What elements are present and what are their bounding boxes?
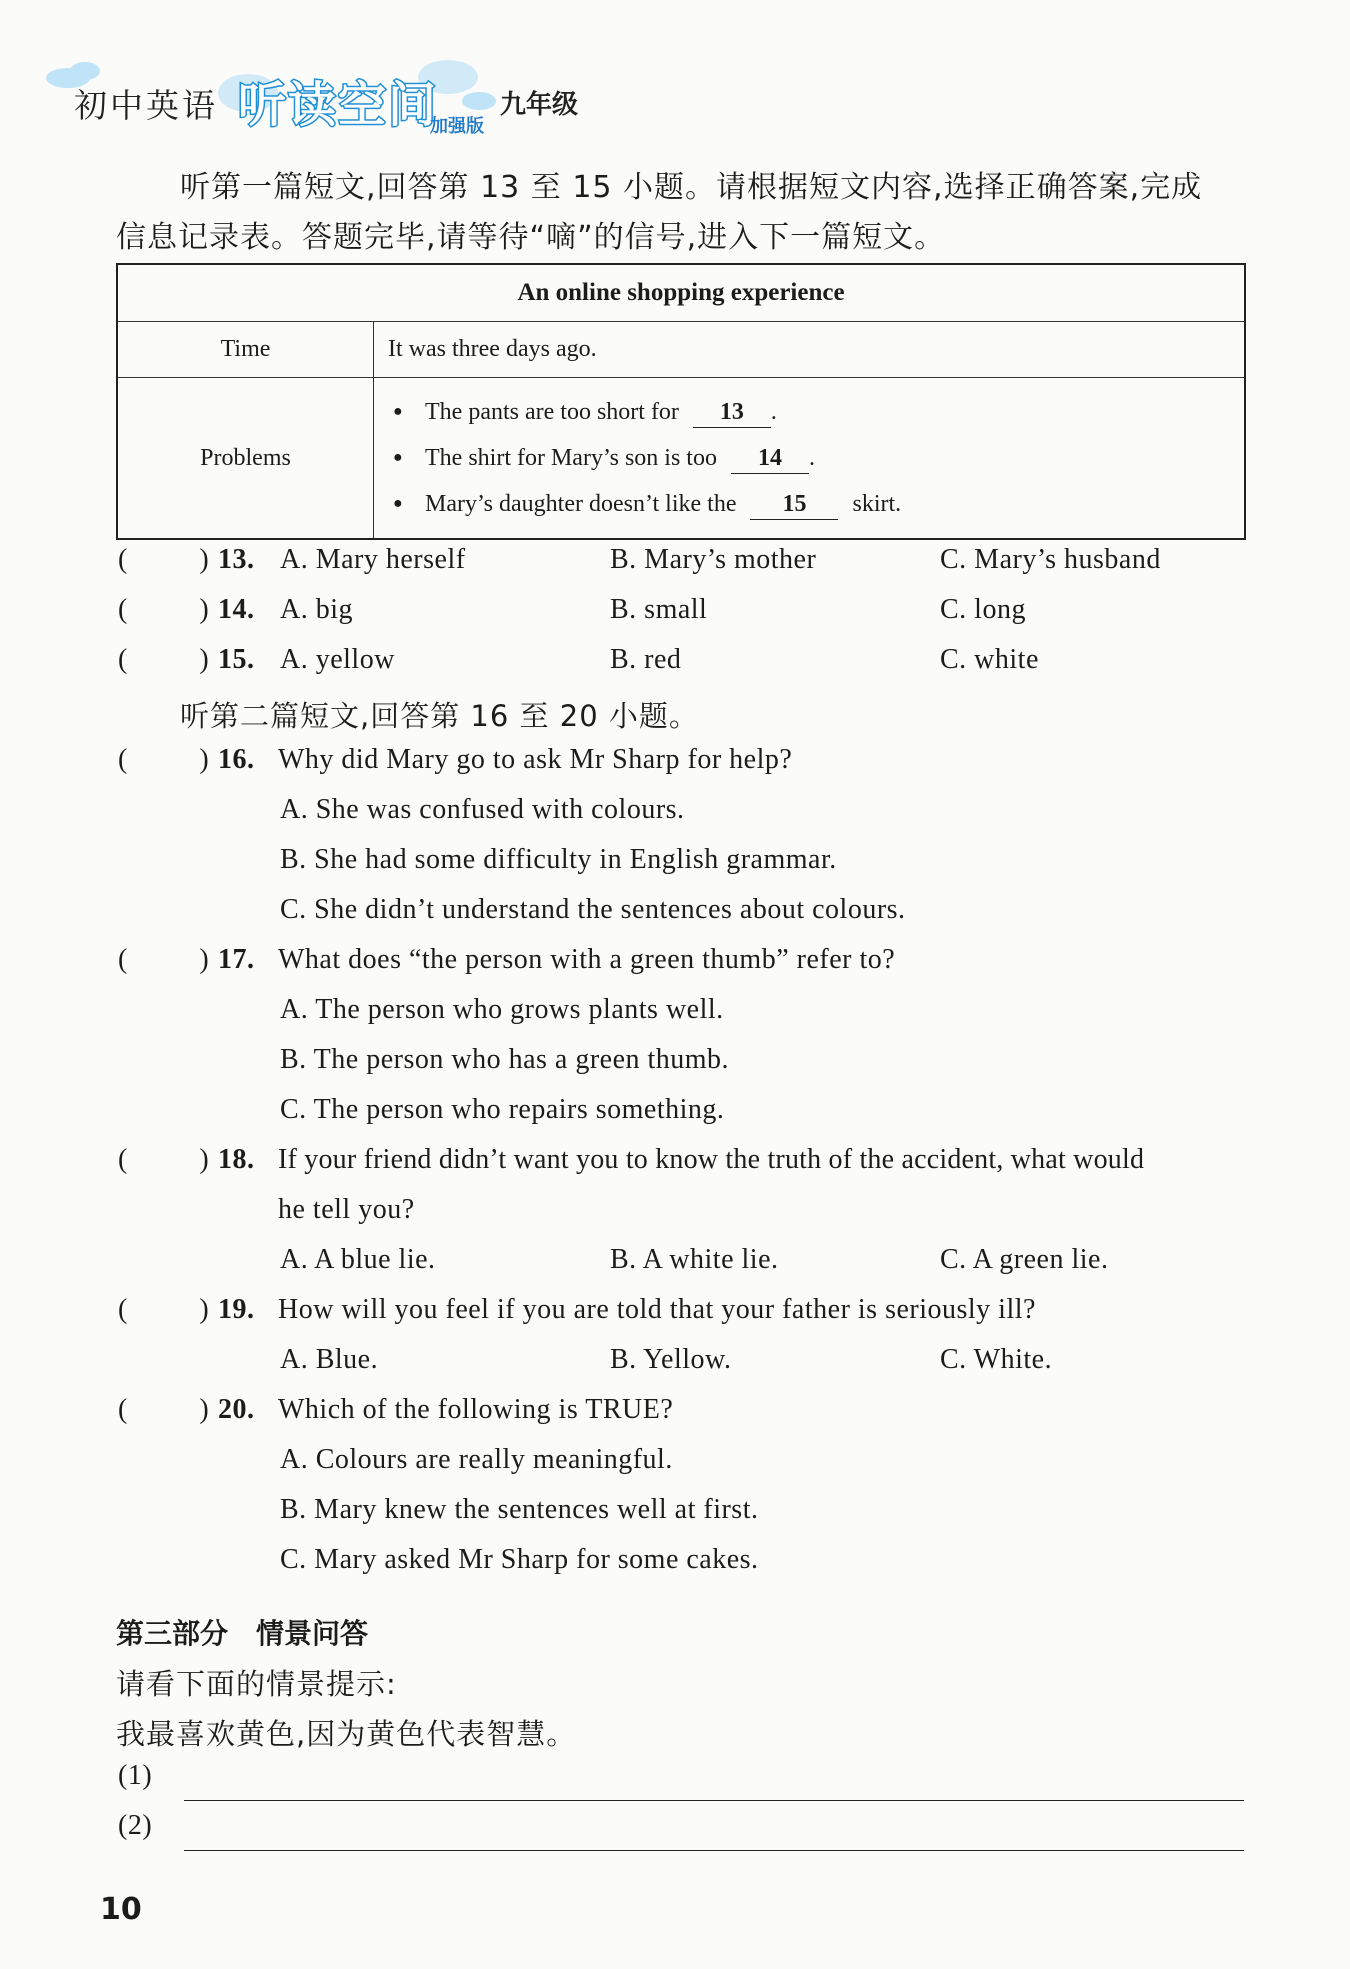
intro-part-2: 听第二篇短文,回答第 16 至 20 小题。 [180,699,699,733]
option-b[interactable]: B. Mary knew the sentences well at first. [280,1494,759,1525]
section-title-part-3: 第三部分 情景问答 [116,1617,369,1650]
info-record-table [116,263,1246,540]
page-number: 10 [100,1892,142,1927]
option-a[interactable]: A. big [280,594,353,625]
answer-blank[interactable]: 14 [731,443,809,474]
option-b[interactable]: B. A white lie. [610,1244,779,1275]
grade-label: 九年级 [500,90,579,120]
question-text: What does “the person with a green thumb” refer to? [278,944,896,975]
option-a[interactable]: A. Blue. [280,1344,379,1375]
page-header [52,58,652,148]
answer-blank[interactable]: 15 [750,489,838,520]
question-text: How will you feel if you are told that your father is seriously ill? [278,1294,1036,1325]
answer-line-2[interactable] [184,1850,1244,1851]
option-c[interactable]: C. White. [940,1344,1053,1375]
question-number: 18. [218,1144,255,1175]
option-a[interactable]: A. Colours are really meaningful. [280,1444,673,1475]
subject-label: 初中英语 [74,86,218,125]
answer-item-label: (1) [118,1760,153,1791]
option-a[interactable]: A. She was confused with colours. [280,794,685,825]
answer-parenthesis[interactable]: ( ) [118,744,209,775]
question-text: Which of the following is TRUE? [278,1394,674,1425]
option-c[interactable]: C. Mary’s husband [940,544,1161,575]
option-b[interactable]: B. red [610,644,682,675]
answer-item-label: (2) [118,1810,153,1841]
intro-line-1: 听第一篇短文,回答第 13 至 15 小题。请根据短文内容,选择正确答案,完成 [180,170,1203,205]
answer-blank[interactable]: 13 [693,397,771,428]
answer-parenthesis[interactable]: ( ) [118,594,209,625]
cloud-decoration [462,92,496,110]
question-number: 17. [218,944,255,975]
problem-text-end: . [808,445,815,471]
problems-label: Problems [117,378,374,540]
list-item [393,389,1243,435]
intro-line-2: 信息记录表。答题完毕,请等待“嘀”的信号,进入下一篇短文。 [116,220,946,255]
answer-parenthesis[interactable]: ( ) [118,1394,209,1425]
option-b[interactable]: B. She had some difficulty in English grammar. [280,844,837,875]
option-b[interactable]: B. Yellow. [610,1344,732,1375]
problem-text: The shirt for Mary’s son is too [425,445,717,471]
problems-list [375,379,1243,537]
table-title: An online shopping experience [117,264,1245,322]
question-number: 19. [218,1294,255,1325]
problem-text-end: skirt. [852,491,902,517]
answer-parenthesis[interactable]: ( ) [118,544,209,575]
list-item [393,435,1243,481]
answer-parenthesis[interactable]: ( ) [118,944,209,975]
option-a[interactable]: A. yellow [280,644,395,675]
time-label: Time [117,322,374,378]
option-c[interactable]: C. The person who repairs something. [280,1094,725,1125]
list-item [393,481,1243,527]
option-b[interactable]: B. small [610,594,708,625]
option-b[interactable]: B. Mary’s mother [610,544,817,575]
question-number: 16. [218,744,255,775]
answer-parenthesis[interactable]: ( ) [118,1294,209,1325]
option-a[interactable]: A. A blue lie. [280,1244,436,1275]
question-number: 13. [218,544,255,575]
cloud-decoration [70,62,100,80]
option-a[interactable]: A. The person who grows plants well. [280,994,724,1025]
question-text: Why did Mary go to ask Mr Sharp for help? [278,744,793,775]
option-c[interactable]: C. Mary asked Mr Sharp for some cakes. [280,1544,759,1575]
question-text-continued: he tell you? [278,1194,415,1225]
question-number: 15. [218,644,255,675]
brand-title: 听读空间 [238,77,439,133]
edition-label: 加强版 [430,116,484,137]
option-c[interactable]: C. A green lie. [940,1244,1109,1275]
question-number: 20. [218,1394,255,1425]
question-text: If your friend didn’t want you to know the truth of the accident, what would [278,1144,1145,1175]
scenario-prompt: 请看下面的情景提示: [116,1667,397,1701]
problem-text: The pants are too short for [425,399,679,425]
option-c[interactable]: C. long [940,594,1026,625]
time-value: It was three days ago. [374,322,1246,378]
answer-parenthesis[interactable]: ( ) [118,1144,209,1175]
option-b[interactable]: B. The person who has a green thumb. [280,1044,730,1075]
scenario-text: 我最喜欢黄色,因为黄色代表智慧。 [116,1717,577,1751]
option-c[interactable]: C. She didn’t understand the sentences about colours. [280,894,906,925]
option-c[interactable]: C. white [940,644,1039,675]
question-number: 14. [218,594,255,625]
answer-line-1[interactable] [184,1800,1244,1801]
option-a[interactable]: A. Mary herself [280,544,466,575]
answer-parenthesis[interactable]: ( ) [118,644,209,675]
problem-text: Mary’s daughter doesn’t like the [425,491,737,517]
problem-text-end: . [770,399,777,425]
